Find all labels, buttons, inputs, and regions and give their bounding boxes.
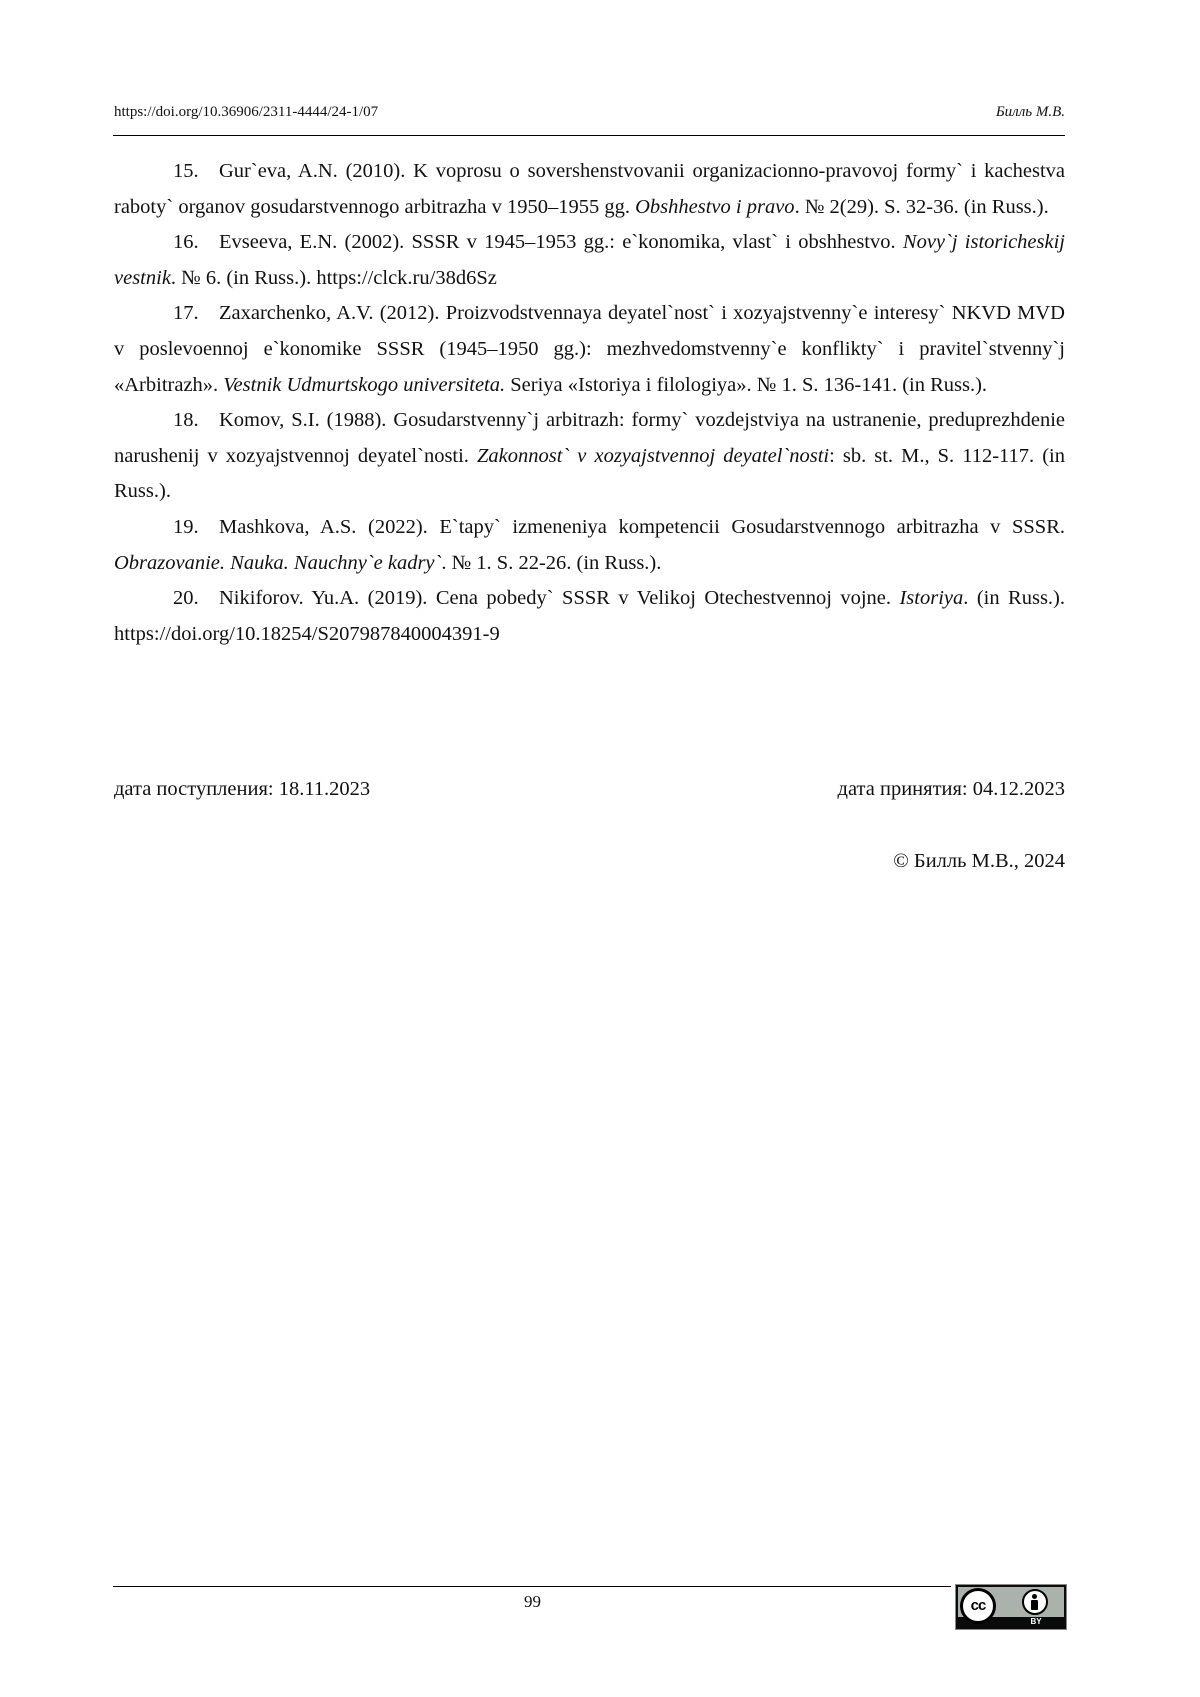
reference-number: 16. bbox=[173, 225, 219, 261]
reference-text: Gur`eva, A.N. (2010). K voprosu o sovershenstvovanii organizacionno-pravovoj formy` i kachestva raboty` organov gosudarstvennogo arbitrazha v 1950–1955 gg. bbox=[114, 160, 1065, 218]
reference-text: . № 2(29). S. 32-36. (in Russ.). bbox=[795, 196, 1049, 218]
reference-text: Evseeva, E.N. (2002). SSSR v 1945–1953 gg.: e`konomika, vlast` i obshhestvo. bbox=[219, 231, 903, 253]
reference-item bbox=[114, 581, 1065, 652]
reference-source-title: Obrazovanie. Nauka. Nauchny`e kadry` bbox=[114, 552, 441, 574]
accepted-date: дата принятия: 04.12.2023 bbox=[838, 778, 1065, 801]
reference-number: 19. bbox=[173, 510, 219, 546]
reference-source-title: Obshhestvo i pravo bbox=[635, 196, 794, 218]
article-dates bbox=[114, 778, 1065, 801]
doi-link[interactable]: https://doi.org/10.36906/2311-4444/24-1/07 bbox=[114, 104, 378, 121]
reference-item bbox=[114, 225, 1065, 296]
reference-text: Nikiforov. Yu.A. (2019). Cena pobedy` SSSR v Velikoj Otechestvennoj vojne. bbox=[219, 587, 899, 609]
running-author: Билль М.В. bbox=[996, 104, 1065, 121]
cc-by-license-badge[interactable] bbox=[955, 1584, 1067, 1630]
reference-source-title: Vestnik Udmurtskogo universiteta. bbox=[223, 374, 505, 396]
reference-text: . № 1. S. 22-26. (in Russ.). bbox=[441, 552, 661, 574]
reference-list bbox=[114, 154, 1065, 652]
reference-text: Seriya «Istoriya i filologiya». № 1. S. 136-141. (in Russ.). bbox=[505, 374, 987, 396]
reference-text: . № 6. (in Russ.). https://clck.ru/38d6Sz bbox=[171, 267, 497, 289]
received-date: дата поступления: 18.11.2023 bbox=[114, 778, 370, 801]
reference-item bbox=[114, 154, 1065, 225]
page-number: 99 bbox=[0, 1592, 1065, 1612]
footer-divider bbox=[113, 1586, 951, 1587]
reference-text: Zaxarchenko, A.V. (2012). Proizvodstvennaya deyatel`nost` i xozyajstvenny`e interesy` NKVD MVD v poslevoennoj e`konomike SSSR (1945–1950 gg.): mezhvedomstvenny`e konflikty` i pravitel`stvenny`j «Arbitrazh». bbox=[114, 302, 1065, 395]
reference-number: 20. bbox=[173, 581, 219, 617]
reference-item bbox=[114, 510, 1065, 581]
reference-number: 17. bbox=[173, 296, 219, 332]
header-divider bbox=[113, 135, 1065, 136]
reference-source-title: Istoriya bbox=[899, 587, 963, 609]
reference-text: Komov, S.I. (1988). Gosudarstvenny`j arbitrazh: formy` vozdejstviya na ustranenie, preduprezhdenie narushenij v xozyajstvennoj deyatel`nosti. bbox=[114, 409, 1065, 467]
person-icon bbox=[1022, 1589, 1048, 1615]
by-label: BY bbox=[1016, 1617, 1056, 1626]
reference-item bbox=[114, 296, 1065, 403]
reference-number: 15. bbox=[173, 154, 219, 190]
copyright-notice: © Билль М.В., 2024 bbox=[893, 850, 1065, 873]
reference-source-title: Novy`j istoricheskij vestnik bbox=[114, 231, 1065, 289]
reference-text: . (in Russ.). https://doi.org/10.18254/S207987840004391-9 bbox=[114, 587, 1065, 645]
reference-source-title: Zakonnost` v xozyajstvennoj deyatel`nosti bbox=[477, 445, 829, 467]
reference-text: : sb. st. M., S. 112-117. (in Russ.). bbox=[114, 445, 1065, 503]
reference-text: Mashkova, A.S. (2022). E`tapy` izmeneniya kompetencii Gosudarstvennogo arbitrazha v SSSR. bbox=[219, 516, 1065, 538]
cc-icon: cc bbox=[960, 1588, 996, 1624]
reference-item bbox=[114, 403, 1065, 510]
reference-number: 18. bbox=[173, 403, 219, 439]
